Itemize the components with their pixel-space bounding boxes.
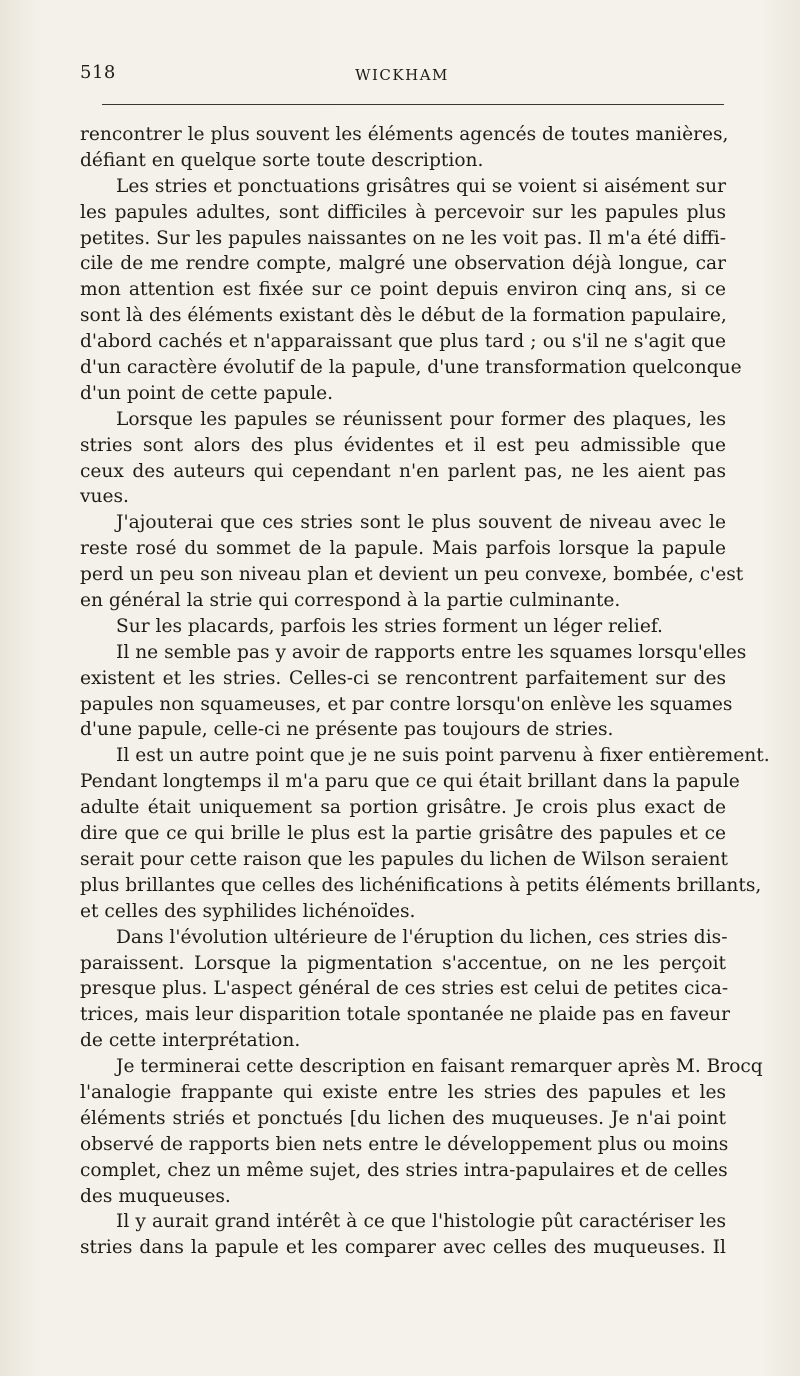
text-line: Dans l'évolution ultérieure de l'éruption du lichen, ces stries dis- [116, 926, 728, 948]
text-line: ceux des auteurs qui cependant n'en parlent pas, ne les aient pas [80, 460, 726, 482]
text-line: perd un peu son niveau plan et devient un peu convexe, bombée, c'est [80, 564, 744, 586]
text-line: des muqueuses. [80, 1185, 231, 1207]
text-line: d'une papule, celle-ci ne présente pas toujours de stries. [80, 719, 614, 741]
page-number: 518 [80, 62, 116, 83]
text-line: J'ajouterai que ces stries sont le plus souvent de niveau avec le [116, 512, 726, 534]
text-line: Il y aurait grand intérêt à ce que l'histologie pût caractériser les [116, 1211, 726, 1233]
text-line: sont là des éléments existant dès le début de la formation papulaire, [80, 305, 727, 327]
text-line: d'abord cachés et n'apparaissant que plus tard ; ou s'il ne s'agit que [80, 331, 726, 353]
text-line: existent et les stries. Celles-ci se rencontrent parfaitement sur des [80, 667, 726, 689]
text-line: reste rosé du sommet de la papule. Mais parfois lorsque la papule [80, 538, 726, 560]
text-line: Les stries et ponctuations grisâtres qui se voient si aisément sur [116, 175, 726, 197]
text-line: complet, chez un même sujet, des stries intra-papulaires et de celles [80, 1159, 728, 1181]
text-line: vues. [80, 486, 129, 508]
text-line: mon attention est fixée sur ce point depuis environ cinq ans, si ce [80, 279, 726, 301]
text-line: dire que ce qui brille le plus est la partie grisâtre des papules et ce [80, 823, 726, 845]
text-line: Il ne semble pas y avoir de rapports entre les squames lorsqu'elles [116, 641, 747, 663]
text-line: petites. Sur les papules naissantes on ne les voit pas. Il m'a été diffi- [80, 227, 726, 249]
text-line: en général la strie qui correspond à la partie culminante. [80, 590, 621, 612]
text-line: les papules adultes, sont difficiles à percevoir sur les papules plus [80, 201, 726, 223]
text-line: Il est un autre point que je ne suis point parvenu à fixer entièrement. [116, 745, 770, 767]
text-line: stries dans la papule et les comparer avec celles des muqueuses. Il [80, 1237, 726, 1259]
text-line: plus brillantes que celles des lichénifications à petits éléments brillants, [80, 874, 762, 896]
text-line: observé de rapports bien nets entre le développement plus ou moins [80, 1133, 729, 1155]
text-line: Pendant longtemps il m'a paru que ce qui était brillant dans la papule [80, 771, 740, 793]
text-line: défiant en quelque sorte toute description. [80, 149, 484, 171]
text-line: trices, mais leur disparition totale spontanée ne plaide pas en faveur [80, 1004, 731, 1026]
text-line: stries sont alors des plus évidentes et il est peu admissible que [80, 434, 726, 456]
text-line: Lorsque les papules se réunissent pour former des plaques, les [116, 408, 726, 430]
text-line: cile de me rendre compte, malgré une observation déjà longue, car [80, 253, 726, 275]
text-line: éléments striés et ponctués [du lichen des muqueuses. Je n'ai point [80, 1107, 726, 1129]
text-line: Je terminerai cette description en faisant remarquer après M. Brocq [116, 1056, 763, 1078]
text-line: et celles des syphilides lichénoïdes. [80, 900, 416, 922]
text-line: d'un caractère évolutif de la papule, d'une transformation quelconque [80, 357, 742, 379]
running-head: WICKHAM [355, 66, 449, 84]
text-line: serait pour cette raison que les papules du lichen de Wilson seraient [80, 848, 728, 870]
text-line: adulte était uniquement sa portion grisâtre. Je crois plus exact de [80, 797, 726, 819]
text-line: paraissent. Lorsque la pigmentation s'accentue, on ne les perçoit [80, 952, 726, 974]
text-line: Sur les placards, parfois les stries forment un léger relief. [116, 615, 663, 637]
header-rule [102, 104, 724, 105]
page-header [80, 60, 724, 104]
text-line: presque plus. L'aspect général de ces stries est celui de petites cica- [80, 978, 729, 1000]
body-text [80, 122, 770, 1261]
text-line: d'un point de cette papule. [80, 382, 334, 404]
text-line: de cette interprétation. [80, 1030, 301, 1052]
text-line: l'analogie frappante qui existe entre les stries des papules et les [80, 1081, 726, 1103]
text-line: rencontrer le plus souvent les éléments agencés de toutes manières, [80, 124, 729, 145]
text-line: papules non squameuses, et par contre lorsqu'on enlève les squames [80, 693, 733, 715]
